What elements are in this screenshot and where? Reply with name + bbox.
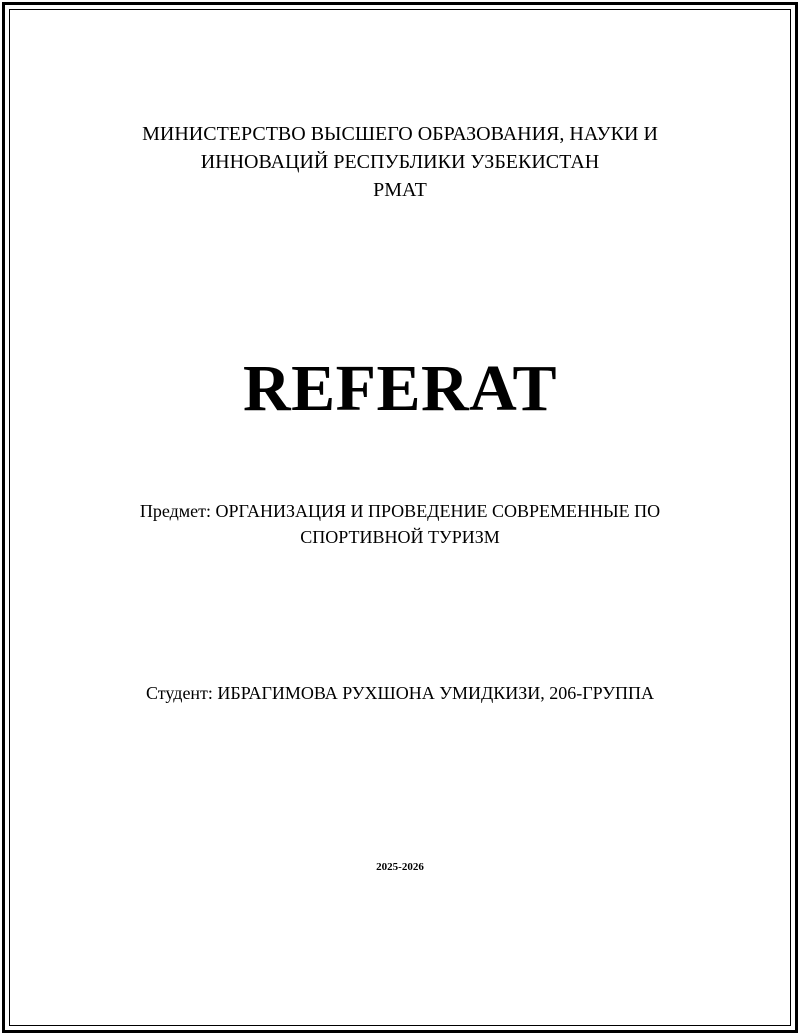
- academic-year: 2025-2026: [376, 861, 424, 873]
- subject-block: [0, 498, 800, 550]
- subject-line-2: СПОРТИВНОЙ ТУРИЗМ: [300, 527, 500, 547]
- ministry-line-2: ИННОВАЦИЙ РЕСПУБЛИКИ УЗБЕКИСТАН: [200, 151, 600, 173]
- institution-name: РМАТ: [373, 179, 427, 201]
- subject-line-1: Предмет: ОРГАНИЗАЦИЯ И ПРОВЕДЕНИЕ СОВРЕМЕННЫЕ ПО: [139, 501, 661, 521]
- student-info: Студент: ИБРАГИМОВА РУХШОНА УМИДКИЗИ, 206-ГРУППА: [146, 683, 654, 703]
- document-title: REFERAT: [243, 352, 557, 425]
- ministry-line-1: МИНИСТЕРСТВО ВЫСШЕГО ОБРАЗОВАНИЯ, НАУКИ И: [142, 123, 658, 145]
- ministry-header: [0, 120, 800, 204]
